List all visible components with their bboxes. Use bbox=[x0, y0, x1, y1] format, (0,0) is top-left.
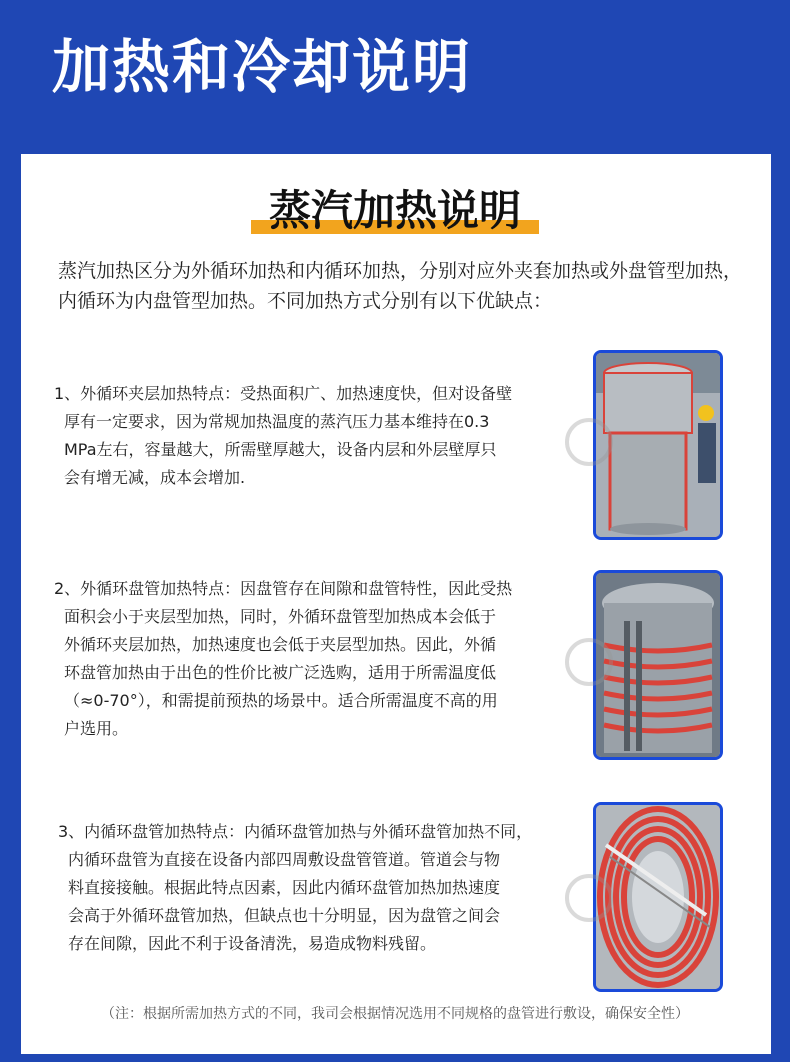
page-header-title: 加热和冷却说明 bbox=[52, 33, 473, 101]
section-heading bbox=[0, 186, 790, 235]
watermark-1 bbox=[565, 418, 613, 466]
item-2-line-2: 面积会小于夹层型加热，同时，外循环盘管型加热成本会低于 bbox=[64, 607, 497, 626]
watermark-3 bbox=[565, 874, 613, 922]
item-2-line-6: 户选用。 bbox=[64, 719, 129, 738]
footnote: （注：根据所需加热方式的不同，我司会根据情况选用不同规格的盘管进行敷设，确保安全性） bbox=[101, 1006, 689, 1022]
intro-paragraph: 蒸汽加热区分为外循环加热和内循环加热，分别对应外夹套加热或外盘管型加热，内循环为内盘管型加热。不同加热方式分别有以下优缺点： bbox=[58, 260, 743, 312]
watermark-2 bbox=[565, 638, 613, 686]
item-3-line-3: 料直接接触。根据此特点因素，因此内循环盘管加热加热速度 bbox=[68, 878, 501, 897]
item-2-line-4: 环盘管加热由于出色的性价比被广泛选购，适用于所需温度低 bbox=[64, 663, 497, 682]
item-3-line-5: 存在间隙，因此不利于设备清洗，易造成物料残留。 bbox=[68, 934, 437, 953]
item-3-line-2: 内循环盘管为直接在设备内部四周敷设盘管管道。管道会与物 bbox=[68, 850, 501, 869]
item-1-line-4: 会有增无减，成本会增加. bbox=[64, 468, 246, 487]
item-2-line-1: 2、外循环盘管加热特点：因盘管存在间隙和盘管特性，因此受热 bbox=[54, 579, 513, 598]
item-3-line-1: 3、内循环盘管加热特点：内循环盘管加热与外循环盘管加热不同， bbox=[58, 822, 533, 841]
item-2-line-3: 外循环夹层加热，加热速度也会低于夹层型加热。因此，外循 bbox=[64, 635, 497, 654]
section-title-text: 蒸汽加热说明 bbox=[268, 186, 521, 235]
item-1-line-3: MPa左右，容量越大，所需壁厚越大，设备内层和外层壁厚只 bbox=[64, 440, 497, 459]
item-1-line-2: 厚有一定要求，因为常规加热温度的蒸汽压力基本维持在0.3 bbox=[64, 412, 490, 431]
item-1-text bbox=[54, 380, 574, 492]
section-title bbox=[251, 186, 539, 235]
item-3-text bbox=[58, 818, 588, 958]
item-1-line-1: 1、外循环夹层加热特点：受热面积广、加热速度快，但对设备壁 bbox=[54, 384, 513, 403]
item-2-line-5: （≈0-70°），和需提前预热的场景中。适合所需温度不高的用 bbox=[64, 691, 498, 710]
item-2-text bbox=[54, 575, 574, 743]
item-3-line-4: 会高于外循环盘管加热，但缺点也十分明显，因为盘管之间会 bbox=[68, 906, 501, 925]
